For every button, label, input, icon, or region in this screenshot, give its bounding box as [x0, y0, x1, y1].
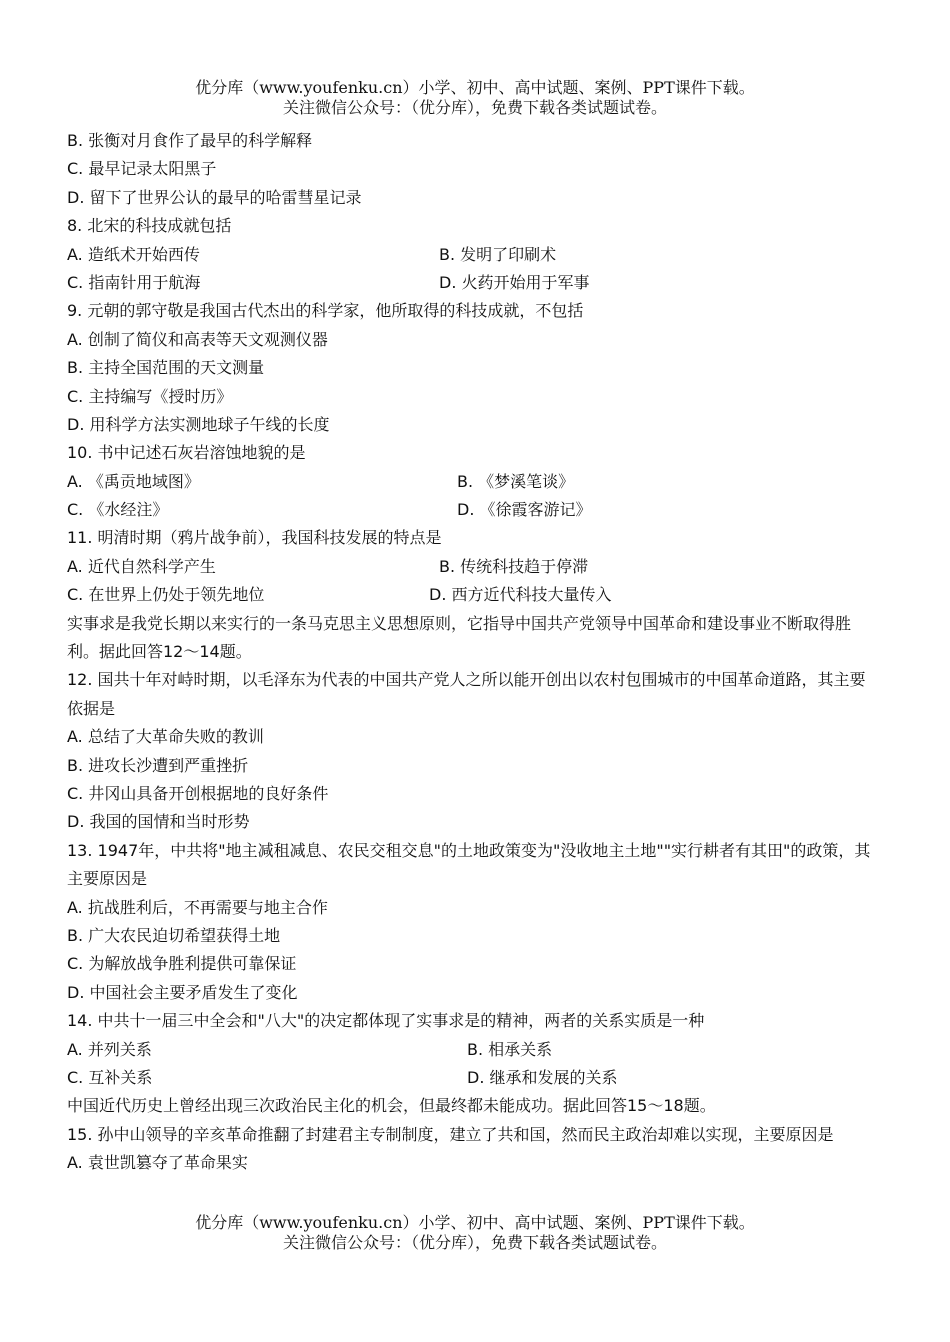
- q8-option-d: D. 火药开始用于军事: [439, 272, 590, 292]
- q7-option-d: D. 留下了世界公认的最早的哈雷彗星记录: [67, 187, 362, 207]
- q12-option-a: A. 总结了大革命失败的教训: [67, 727, 264, 747]
- q14-option-d: D. 继承和发展的关系: [467, 1067, 618, 1087]
- q11-option-d: D. 西方近代科技大量传入: [429, 585, 612, 605]
- q14-option-a: A. 并列关系: [67, 1039, 152, 1059]
- footer-line-2: 关注微信公众号：（优分库），免费下载各类试题试卷。: [282, 1233, 667, 1252]
- q13-option-c: C. 为解放战争胜利提供可靠保证: [67, 954, 297, 974]
- page-footer: [0, 1213, 950, 1253]
- q13-option-a: A. 抗战胜利后，不再需要与地主合作: [67, 897, 328, 917]
- q9-option-d: D. 用科学方法实测地球子午线的长度: [67, 414, 330, 434]
- q11-options-row-2: [67, 581, 877, 609]
- q9-option-c: C. 主持编写《授时历》: [67, 386, 233, 406]
- header-line-1: 优分库（www.youfenku.cn）小学、初中、高中试题、案例、PPT课件下载。: [195, 78, 755, 97]
- q14-option-c: C. 互补关系: [67, 1067, 153, 1087]
- q11-stem: 11. 明清时期（鸦片战争前），我国科技发展的特点是: [67, 528, 442, 548]
- document-body: [67, 127, 877, 1178]
- footer-line-1: 优分库（www.youfenku.cn）小学、初中、高中试题、案例、PPT课件下载。: [195, 1213, 755, 1232]
- q11-option-c: C. 在世界上仍处于领先地位: [67, 585, 265, 605]
- q13-option-d: D. 中国社会主要矛盾发生了变化: [67, 982, 298, 1002]
- q9-option-a: A. 创制了简仪和高表等天文观测仪器: [67, 329, 328, 349]
- q10-option-c: C. 《水经注》: [67, 500, 169, 520]
- q10-options-row-1: [67, 468, 877, 496]
- q10-options-row-2: [67, 496, 877, 524]
- q15-stem: 15. 孙中山领导的辛亥革命推翻了封建君主专制制度，建立了共和国，然而民主政治却难以实现，主要原因是: [67, 1124, 834, 1144]
- q8-option-c: C. 指南针用于航海: [67, 272, 201, 292]
- q8-option-a: A. 造纸术开始西传: [67, 244, 200, 264]
- q12-option-b: B. 进攻长沙遭到严重挫折: [67, 755, 249, 775]
- q14-stem: 14. 中共十一届三中全会和"八大"的决定都体现了实事求是的精神，两者的关系实质是一种: [67, 1011, 705, 1031]
- q11-options-row-1: [67, 553, 877, 581]
- q9-stem: 9. 元朝的郭守敬是我国古代杰出的科学家，他所取得的科技成就，不包括: [67, 301, 584, 321]
- q8-options-row-1: [67, 241, 877, 269]
- intro-q15-18: 中国近代历史上曾经出现三次政治民主化的机会，但最终都未能成功。据此回答15～18题。: [67, 1096, 716, 1116]
- page-header: [0, 78, 950, 118]
- q11-option-b: B. 传统科技趋于停滞: [439, 556, 589, 576]
- q12-option-d: D. 我国的国情和当时形势: [67, 812, 250, 832]
- q8-options-row-2: [67, 269, 877, 297]
- q13-stem: 13. 1947年，中共将"地主减租减息、农民交租交息"的土地政策变为"没收地主土地""实行耕者有其田"的政策，其主要原因是: [67, 840, 871, 889]
- q10-option-d: D. 《徐霞客游记》: [457, 500, 592, 520]
- q12-stem: 12. 国共十年对峙时期，以毛泽东为代表的中国共产党人之所以能开创出以农村包围城市的中国革命道路，其主要依据是: [67, 670, 866, 718]
- intro-q12-14: 实事求是我党长期以来实行的一条马克思主义思想原则，它指导中国共产党领导中国革命和建设事业不断取得胜利。据此回答12～14题。: [67, 613, 852, 662]
- q10-stem: 10. 书中记述石灰岩溶蚀地貌的是: [67, 443, 306, 463]
- q7-option-c: C. 最早记录太阳黑子: [67, 159, 217, 179]
- q14-option-b: B. 相承关系: [467, 1039, 553, 1059]
- q13-option-b: B. 广大农民迫切希望获得土地: [67, 926, 281, 946]
- q8-stem: 8. 北宋的科技成就包括: [67, 216, 232, 236]
- q14-options-row-1: [67, 1036, 877, 1064]
- q10-option-a: A. 《禹贡地域图》: [67, 471, 200, 491]
- q9-option-b: B. 主持全国范围的天文测量: [67, 358, 265, 378]
- q10-option-b: B. 《梦溪笔谈》: [457, 471, 575, 491]
- q12-option-c: C. 井冈山具备开创根据地的良好条件: [67, 784, 329, 804]
- q15-option-a: A. 袁世凯篡夺了革命果实: [67, 1153, 248, 1173]
- header-line-2: 关注微信公众号：（优分库），免费下载各类试题试卷。: [282, 98, 667, 117]
- q14-options-row-2: [67, 1064, 877, 1092]
- q11-option-a: A. 近代自然科学产生: [67, 556, 216, 576]
- q8-option-b: B. 发明了印刷术: [439, 244, 557, 264]
- q7-option-b: B. 张衡对月食作了最早的科学解释: [67, 131, 313, 150]
